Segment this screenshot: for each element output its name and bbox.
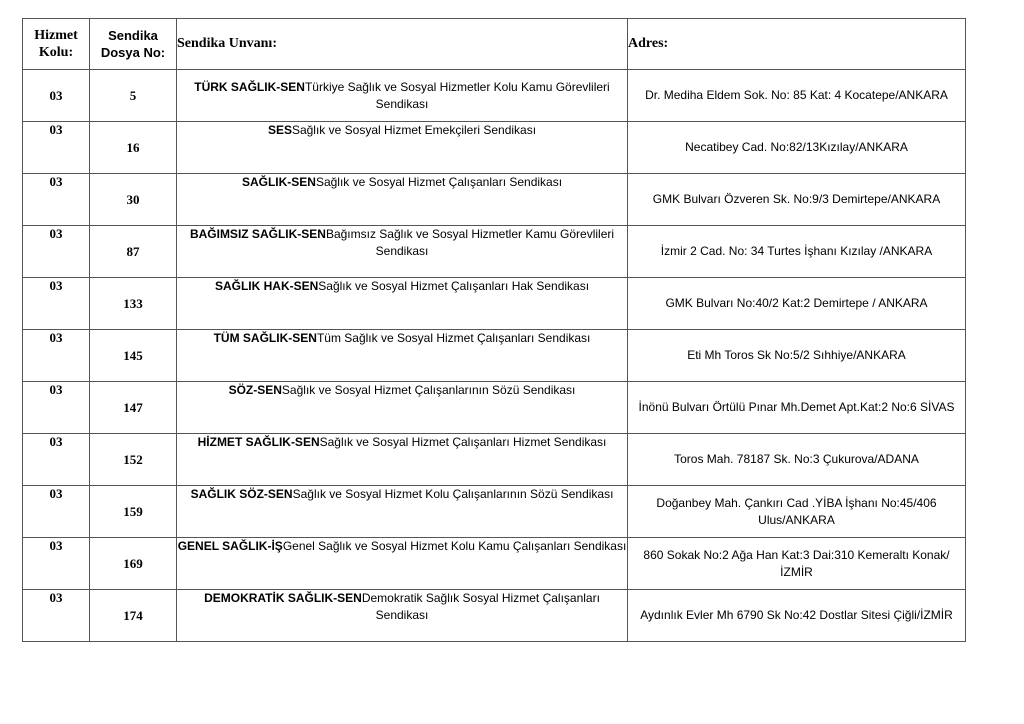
cell-sendika-unvani [177, 278, 628, 330]
table-row [23, 70, 966, 122]
sendika-kisa-ad: DEMOKRATİK SAĞLIK-SEN [204, 591, 362, 605]
cell-dosya-no: 87 [90, 226, 177, 278]
cell-hizmet-kolu: 03 [23, 382, 90, 434]
sendika-kisa-ad: SÖZ-SEN [228, 383, 282, 397]
table-row [23, 278, 966, 330]
table-row [23, 122, 966, 174]
cell-sendika-unvani [177, 590, 628, 642]
sendika-kisa-ad: TÜM SAĞLIK-SEN [213, 331, 317, 345]
cell-dosya-no: 159 [90, 486, 177, 538]
cell-adres: 860 Sokak No:2 Ağa Han Kat:3 Dai:310 Kemeraltı Konak/İZMİR [628, 538, 966, 590]
cell-hizmet-kolu: 03 [23, 538, 90, 590]
sendika-kisa-ad: SES [267, 123, 292, 137]
cell-sendika-unvani [177, 174, 628, 226]
cell-sendika-unvani [177, 226, 628, 278]
sendika-kisa-ad: BAĞIMSIZ SAĞLIK-SEN [189, 227, 326, 241]
table-row [23, 330, 966, 382]
cell-hizmet-kolu: 03 [23, 486, 90, 538]
cell-adres: Aydınlık Evler Mh 6790 Sk No:42 Dostlar Sitesi Çiğli/İZMİR [628, 590, 966, 642]
cell-dosya-no: 145 [90, 330, 177, 382]
table-row [23, 382, 966, 434]
union-table [22, 18, 966, 642]
header-hizmet-kolu: Hizmet Kolu: [23, 19, 90, 70]
sendika-kisa-ad: HİZMET SAĞLIK-SEN [197, 435, 320, 449]
cell-sendika-unvani [177, 486, 628, 538]
sendika-tam-ad: Genel Sağlık ve Sosyal Hizmet Kolu Kamu Çalışanları Sendikası [282, 539, 627, 553]
cell-adres: Doğanbey Mah. Çankırı Cad .YİBA İşhanı No:45/406 Ulus/ANKARA [628, 486, 966, 538]
table-row [23, 486, 966, 538]
sendika-tam-ad: Sağlık ve Sosyal Hizmet Çalışanları Sendikası [315, 175, 563, 189]
cell-adres: İzmir 2 Cad. No: 34 Turtes İşhanı Kızılay /ANKARA [628, 226, 966, 278]
cell-hizmet-kolu: 03 [23, 434, 90, 486]
table-header-row [23, 19, 966, 70]
cell-dosya-no: 152 [90, 434, 177, 486]
table-row [23, 434, 966, 486]
table-body [23, 70, 966, 642]
sendika-kisa-ad: SAĞLIK SÖZ-SEN [190, 487, 293, 501]
cell-dosya-no: 30 [90, 174, 177, 226]
cell-sendika-unvani [177, 70, 628, 122]
cell-dosya-no: 174 [90, 590, 177, 642]
cell-adres: İnönü Bulvarı Örtülü Pınar Mh.Demet Apt.Kat:2 No:6 SİVAS [628, 382, 966, 434]
cell-dosya-no: 147 [90, 382, 177, 434]
cell-sendika-unvani [177, 434, 628, 486]
cell-adres: GMK Bulvarı Özveren Sk. No:9/3 Demirtepe/ANKARA [628, 174, 966, 226]
sendika-kisa-ad: TÜRK SAĞLIK-SEN [194, 79, 305, 94]
cell-dosya-no: 16 [90, 122, 177, 174]
cell-adres: Necatibey Cad. No:82/13Kızılay/ANKARA [628, 122, 966, 174]
cell-dosya-no: 5 [90, 70, 177, 122]
cell-adres: Dr. Mediha Eldem Sok. No: 85 Kat: 4 Kocatepe/ANKARA [628, 70, 966, 122]
cell-hizmet-kolu: 03 [23, 174, 90, 226]
cell-dosya-no: 133 [90, 278, 177, 330]
header-adres: Adres: [628, 19, 966, 70]
sendika-tam-ad: Tüm Sağlık ve Sosyal Hizmet Çalışanları Sendikası [316, 331, 591, 345]
sendika-tam-ad: Sağlık ve Sosyal Hizmet Kolu Çalışanlarının Sözü Sendikası [292, 487, 614, 501]
cell-sendika-unvani [177, 330, 628, 382]
sendika-tam-ad: Bağımsız Sağlık ve Sosyal Hizmetler Kamu Görevlileri Sendikası [325, 227, 615, 258]
cell-hizmet-kolu: 03 [23, 122, 90, 174]
cell-hizmet-kolu: 03 [23, 226, 90, 278]
cell-adres: Eti Mh Toros Sk No:5/2 Sıhhiye/ANKARA [628, 330, 966, 382]
sendika-tam-ad: Sağlık ve Sosyal Hizmet Çalışanları Hak Sendikası [318, 279, 590, 293]
sendika-tam-ad: Sağlık ve Sosyal Hizmet Emekçileri Sendikası [291, 123, 537, 137]
header-sendika-unvani: Sendika Unvanı: [177, 19, 628, 70]
header-dosya-no: Sendika Dosya No: [90, 19, 177, 70]
sendika-tam-ad: Demokratik Sağlık Sosyal Hizmet Çalışanları Sendikası [361, 591, 600, 622]
cell-dosya-no: 169 [90, 538, 177, 590]
cell-hizmet-kolu: 03 [23, 278, 90, 330]
sendika-kisa-ad: SAĞLIK-SEN [241, 175, 316, 189]
cell-adres: GMK Bulvarı No:40/2 Kat:2 Demirtepe / ANKARA [628, 278, 966, 330]
sendika-kisa-ad: SAĞLIK HAK-SEN [214, 279, 319, 293]
sendika-kisa-ad: GENEL SAĞLIK-İŞ [177, 539, 283, 553]
table-row [23, 174, 966, 226]
sendika-tam-ad: Türkiye Sağlık ve Sosyal Hizmetler Kolu Kamu Görevlileri Sendikası [304, 79, 610, 111]
table-row [23, 226, 966, 278]
cell-hizmet-kolu: 03 [23, 70, 90, 122]
sendika-tam-ad: Sağlık ve Sosyal Hizmet Çalışanlarının Sözü Sendikası [281, 383, 576, 397]
sendika-tam-ad: Sağlık ve Sosyal Hizmet Çalışanları Hizmet Sendikası [319, 435, 607, 449]
table-row [23, 590, 966, 642]
cell-sendika-unvani [177, 538, 628, 590]
cell-hizmet-kolu: 03 [23, 330, 90, 382]
cell-sendika-unvani [177, 122, 628, 174]
cell-sendika-unvani [177, 382, 628, 434]
cell-hizmet-kolu: 03 [23, 590, 90, 642]
cell-adres: Toros Mah. 78187 Sk. No:3 Çukurova/ADANA [628, 434, 966, 486]
table-row [23, 538, 966, 590]
